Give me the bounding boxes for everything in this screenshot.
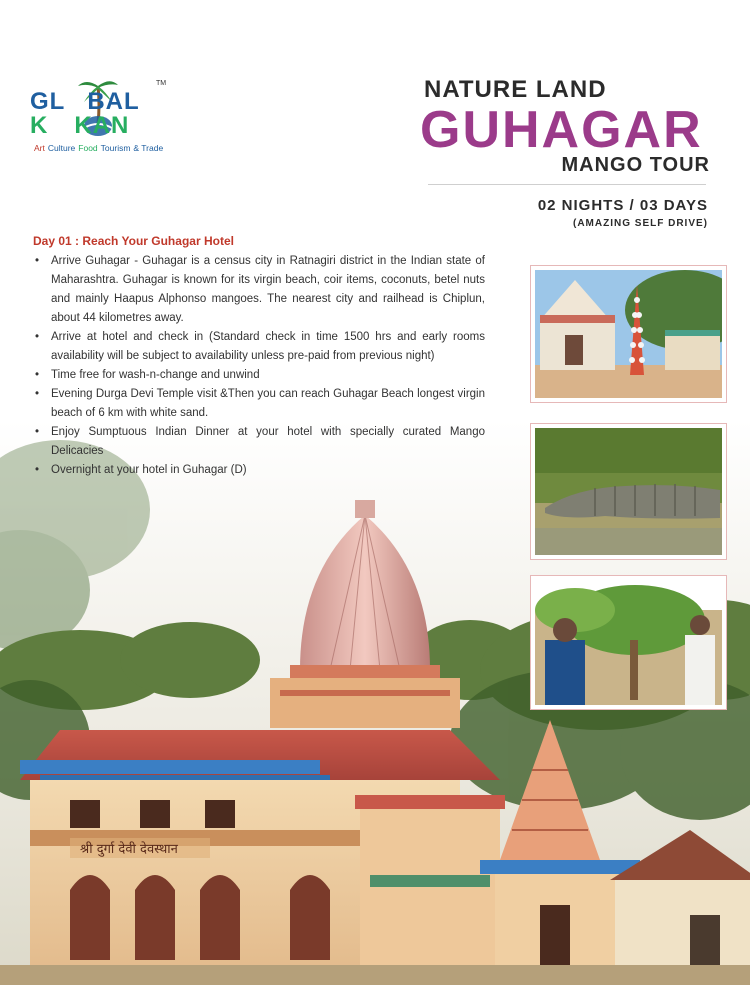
day-heading: Day 01 : Reach Your Guhagar Hotel (33, 234, 234, 248)
travel-mode-label: (AMAZING SELF DRIVE) (573, 218, 708, 229)
crocodile-photo (530, 423, 727, 560)
header-divider (428, 184, 706, 185)
temple-photo (530, 265, 727, 403)
itinerary-item: • Arrive at hotel and check in (Standard check in time 1500 hrs and early rooms availability will be subject to availability unless pre-paid from previous night) (33, 328, 485, 366)
global-konkan-logo (30, 74, 180, 159)
logo-trademark: TM (156, 80, 167, 87)
itinerary-list (33, 252, 485, 480)
logo-tagline: Art Culture Food Tourism & Trade (34, 143, 164, 153)
logo-wordmark-global: GL BAL (30, 88, 140, 115)
logo-wordmark-konkan: K KAN (30, 112, 130, 139)
title-subtitle: MANGO TOUR (561, 154, 710, 176)
itinerary-item: • Evening Durga Devi Temple visit &Then you can reach Guhagar Beach longest virgin beach of 6 km with white sand. (33, 385, 485, 423)
duration-label: 02 NIGHTS / 03 DAYS (537, 197, 708, 214)
page-title: GUHAGAR (420, 101, 703, 159)
itinerary-item: • Time free for wash-n-change and unwind (33, 366, 485, 385)
temple-sign-text: श्री दुर्गा देवी देवस्थान (80, 842, 178, 857)
itinerary-item: • Enjoy Sumptuous Indian Dinner at your hotel with specially curated Mango Delicacies (33, 423, 485, 461)
itinerary-item: • Overnight at your hotel in Guhagar (D) (33, 461, 485, 480)
title-kicker: NATURE LAND (424, 76, 607, 103)
mango-tree-photo (530, 575, 727, 710)
itinerary-item: • Arrive Guhagar - Guhagar is a census city in Ratnagiri district in the Indian state of Maharashtra. Guhagar is known for its virgin beach, coir items, coconuts, betel nuts and mainly Haapus Alphonso mangoes. The nearest city and railhead is Chiplun, about 44 kilometres away. (33, 252, 485, 328)
